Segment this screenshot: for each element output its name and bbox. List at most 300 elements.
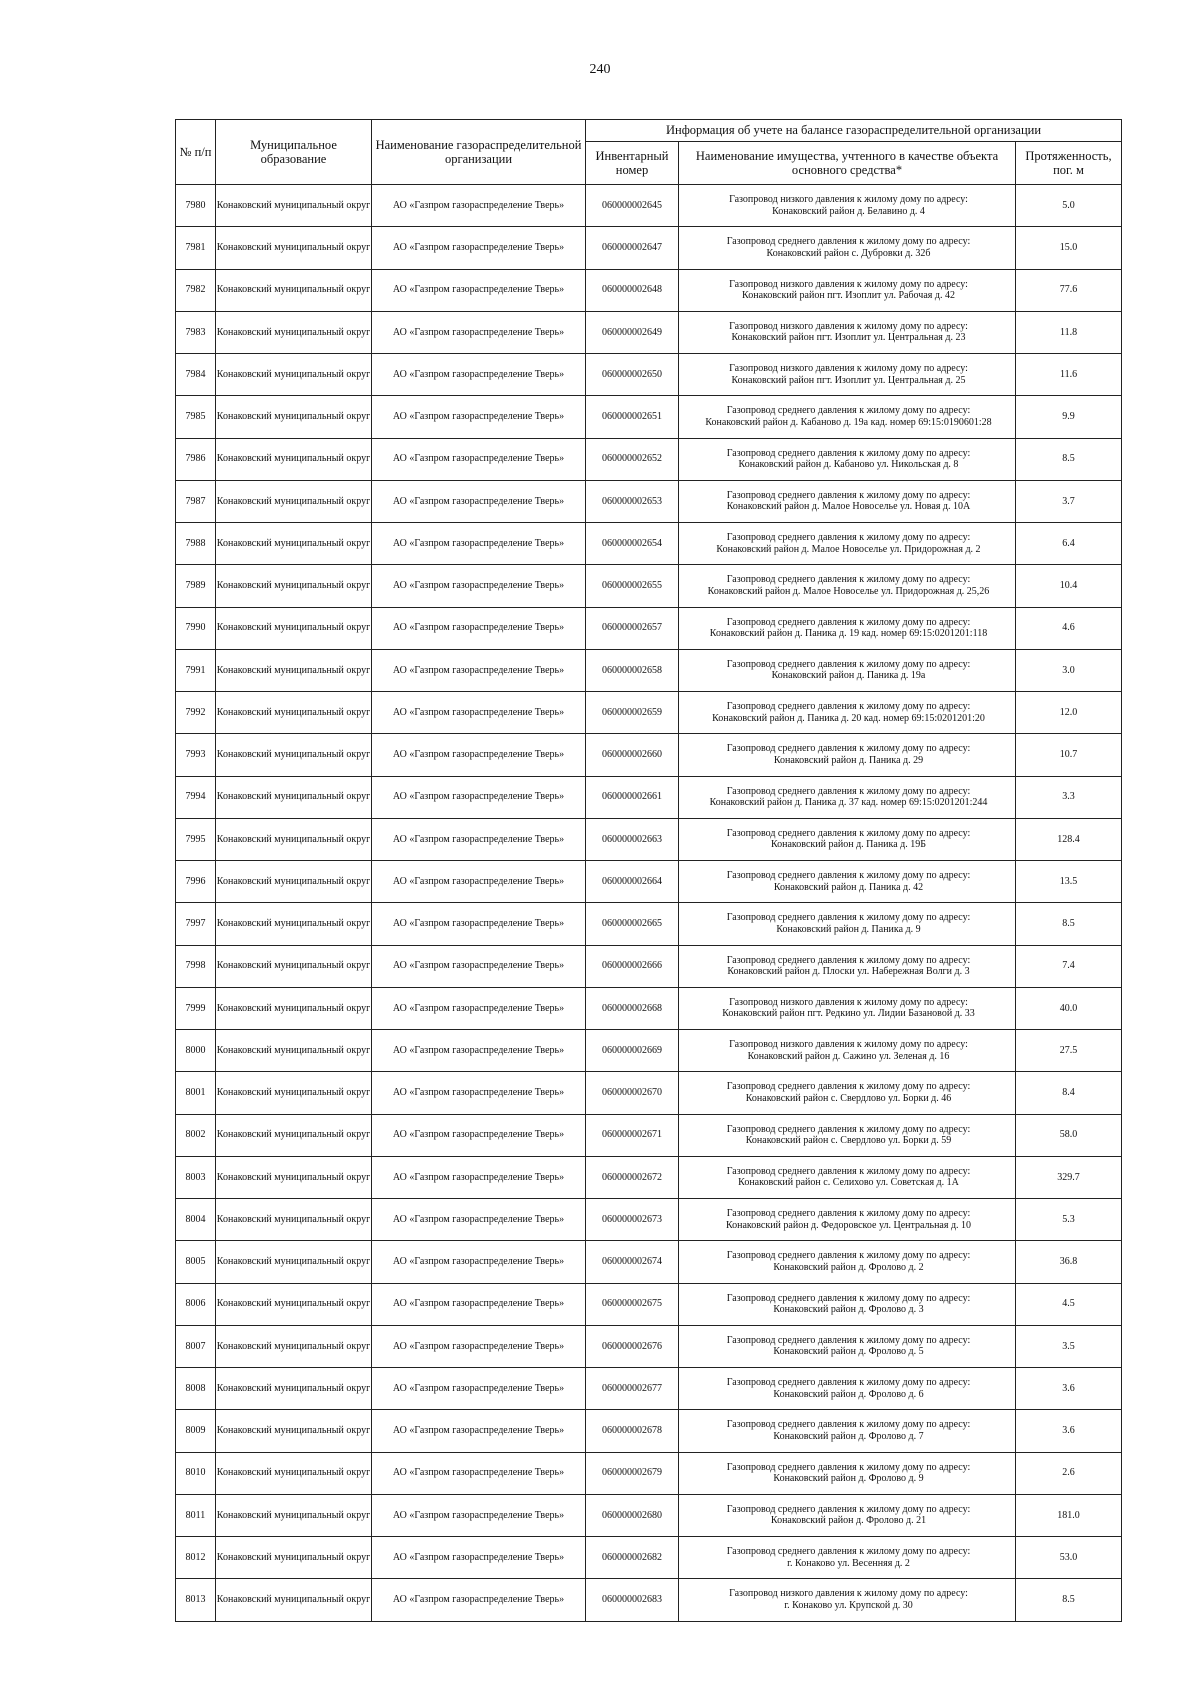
description-line-2: Конаковский район д. Плоски ул. Набережная Волги д. 3 [727, 966, 970, 978]
description-line-2: Конаковский район д. Паника д. 19Б [770, 839, 927, 851]
inventory-number-cell: 060000002655 [586, 565, 679, 607]
inventory-number-cell: 060000002673 [586, 1199, 679, 1241]
description-line-1: Газопровод среднего давления к жилому дому по адресу: [726, 1377, 971, 1389]
description-line-2: Конаковский район д. Фролово д. 21 [770, 1515, 927, 1527]
inventory-number-cell: 060000002647 [586, 227, 679, 269]
description-line-2: Конаковский район д. Федоровское ул. Центральная д. 10 [725, 1219, 972, 1231]
length-cell: 9.9 [1016, 396, 1122, 438]
description-line-1: Газопровод среднего давления к жилому дому по адресу: [726, 827, 971, 839]
length-cell: 10.7 [1016, 734, 1122, 776]
municipality-cell: Конаковский муниципальный округ [216, 185, 372, 227]
length-cell: 8.5 [1016, 903, 1122, 945]
description-line-1: Газопровод среднего давления к жилому дому по адресу: [726, 447, 971, 459]
description-line-1: Газопровод среднего давления к жилому дому по адресу: [726, 574, 971, 586]
row-number: 7993 [176, 734, 216, 776]
table-row [176, 1199, 1122, 1241]
organization-cell: АО «Газпром газораспределение Тверь» [372, 1283, 586, 1325]
description-line-2: Конаковский район пгт. Изоплит ул. Центральная д. 23 [731, 332, 966, 344]
length-cell: 27.5 [1016, 1030, 1122, 1072]
inventory-number-cell: 060000002672 [586, 1156, 679, 1198]
table-row [176, 1579, 1122, 1621]
inventory-number-cell: 060000002652 [586, 438, 679, 480]
description-line-1: Газопровод низкого давления к жилому дому по адресу: [729, 996, 968, 1008]
description-cell [679, 1114, 1016, 1156]
length-cell: 58.0 [1016, 1114, 1122, 1156]
inventory-number-cell: 060000002653 [586, 480, 679, 522]
municipality-cell: Конаковский муниципальный округ [216, 1452, 372, 1494]
description-line-2: г. Конаково ул. Весенняя д. 2 [787, 1557, 910, 1569]
row-number: 7980 [176, 185, 216, 227]
description-cell [679, 1325, 1016, 1367]
row-number: 7995 [176, 818, 216, 860]
description-line-1: Газопровод среднего давления к жилому дому по адресу: [726, 1165, 971, 1177]
municipality-cell: Конаковский муниципальный округ [216, 1114, 372, 1156]
description-line-1: Газопровод низкого давления к жилому дому по адресу: [729, 1588, 968, 1600]
row-number: 7991 [176, 649, 216, 691]
table-row [176, 861, 1122, 903]
description-cell [679, 1283, 1016, 1325]
description-cell [679, 1410, 1016, 1452]
municipality-cell: Конаковский муниципальный округ [216, 818, 372, 860]
length-cell: 181.0 [1016, 1494, 1122, 1536]
municipality-cell: Конаковский муниципальный округ [216, 649, 372, 691]
description-cell [679, 649, 1016, 691]
table-row [176, 734, 1122, 776]
inventory-number-cell: 060000002675 [586, 1283, 679, 1325]
municipality-cell: Конаковский муниципальный округ [216, 354, 372, 396]
organization-cell: АО «Газпром газораспределение Тверь» [372, 1030, 586, 1072]
description-cell [679, 776, 1016, 818]
length-cell: 4.6 [1016, 607, 1122, 649]
description-line-1: Газопровод среднего давления к жилому дому по адресу: [726, 1081, 971, 1093]
description-line-2: Конаковский район д. Сажино ул. Зеленая д. 16 [747, 1050, 950, 1062]
description-line-2: Конаковский район д. Паника д. 42 [773, 881, 924, 893]
length-cell: 11.6 [1016, 354, 1122, 396]
row-number: 8001 [176, 1072, 216, 1114]
length-cell: 6.4 [1016, 523, 1122, 565]
municipality-cell: Конаковский муниципальный округ [216, 692, 372, 734]
municipality-cell: Конаковский муниципальный округ [216, 227, 372, 269]
description-line-2: Конаковский район д. Паника д. 29 [773, 754, 924, 766]
description-cell [679, 1579, 1016, 1621]
row-number: 7983 [176, 311, 216, 353]
municipality-cell: Конаковский муниципальный округ [216, 861, 372, 903]
municipality-cell: Конаковский муниципальный округ [216, 607, 372, 649]
table-row [176, 1537, 1122, 1579]
description-line-2: Конаковский район д. Малое Новоселье ул. Новая д. 10А [726, 501, 971, 513]
length-cell: 15.0 [1016, 227, 1122, 269]
table-row [176, 1241, 1122, 1283]
row-number: 7989 [176, 565, 216, 607]
table-row [176, 903, 1122, 945]
description-cell [679, 1030, 1016, 1072]
description-cell [679, 227, 1016, 269]
row-number: 8008 [176, 1368, 216, 1410]
description-line-2: Конаковский район пгт. Изоплит ул. Рабочая д. 42 [742, 290, 955, 302]
table-row [176, 987, 1122, 1029]
row-number: 8007 [176, 1325, 216, 1367]
description-line-2: Конаковский район д. Фролово д. 2 [773, 1261, 924, 1273]
row-number: 7987 [176, 480, 216, 522]
row-number: 7997 [176, 903, 216, 945]
description-line-2: Конаковский район д. Паника д. 19 кад. номер 69:15:0201201:118 [709, 628, 988, 640]
length-cell: 53.0 [1016, 1537, 1122, 1579]
organization-cell: АО «Газпром газораспределение Тверь» [372, 861, 586, 903]
inventory-number-cell: 060000002677 [586, 1368, 679, 1410]
inventory-number-cell: 060000002649 [586, 311, 679, 353]
municipality-cell: Конаковский муниципальный округ [216, 1199, 372, 1241]
row-number: 7985 [176, 396, 216, 438]
page-number: 240 [589, 62, 611, 77]
organization-cell: АО «Газпром газораспределение Тверь» [372, 1199, 586, 1241]
header-org: Наименование газораспределительной организации [372, 120, 586, 185]
table-row [176, 311, 1122, 353]
organization-cell: АО «Газпром газораспределение Тверь» [372, 480, 586, 522]
description-line-2: Конаковский район д. Кабаново д. 19а кад. номер 69:15:0190601:28 [705, 416, 992, 428]
length-cell: 5.3 [1016, 1199, 1122, 1241]
description-cell [679, 903, 1016, 945]
description-line-1: Газопровод среднего давления к жилому дому по адресу: [726, 1419, 971, 1431]
table-row [176, 1030, 1122, 1072]
organization-cell: АО «Газпром газораспределение Тверь» [372, 607, 586, 649]
description-line-1: Газопровод среднего давления к жилому дому по адресу: [726, 236, 971, 248]
length-cell: 77.6 [1016, 269, 1122, 311]
inventory-number-cell: 060000002665 [586, 903, 679, 945]
row-number: 7994 [176, 776, 216, 818]
table-row [176, 1156, 1122, 1198]
municipality-cell: Конаковский муниципальный округ [216, 1368, 372, 1410]
length-cell: 13.5 [1016, 861, 1122, 903]
description-line-2: Конаковский район с. Свердлово ул. Борки д. 59 [745, 1135, 952, 1147]
description-line-2: Конаковский район д. Паника д. 19а [771, 670, 926, 682]
row-number: 7981 [176, 227, 216, 269]
municipality-cell: Конаковский муниципальный округ [216, 396, 372, 438]
municipality-cell: Конаковский муниципальный округ [216, 987, 372, 1029]
table-row [176, 692, 1122, 734]
length-cell: 4.5 [1016, 1283, 1122, 1325]
length-cell: 3.3 [1016, 776, 1122, 818]
description-line-1: Газопровод среднего давления к жилому дому по адресу: [726, 532, 971, 544]
description-line-1: Газопровод среднего давления к жилому дому по адресу: [726, 870, 971, 882]
description-line-2: Конаковский район с. Свердлово ул. Борки д. 46 [745, 1092, 952, 1104]
table-row [176, 438, 1122, 480]
table-body [176, 185, 1122, 1622]
municipality-cell: Конаковский муниципальный округ [216, 1030, 372, 1072]
row-number: 8013 [176, 1579, 216, 1621]
organization-cell: АО «Газпром газораспределение Тверь» [372, 1072, 586, 1114]
description-line-2: г. Конаково ул. Крупской д. 30 [784, 1599, 913, 1611]
row-number: 8003 [176, 1156, 216, 1198]
organization-cell: АО «Газпром газораспределение Тверь» [372, 903, 586, 945]
municipality-cell: Конаковский муниципальный округ [216, 945, 372, 987]
inventory-number-cell: 060000002650 [586, 354, 679, 396]
table-row [176, 818, 1122, 860]
inventory-number-cell: 060000002678 [586, 1410, 679, 1452]
inventory-number-cell: 060000002671 [586, 1114, 679, 1156]
length-cell: 2.6 [1016, 1452, 1122, 1494]
length-cell: 36.8 [1016, 1241, 1122, 1283]
description-cell [679, 1537, 1016, 1579]
table-row [176, 354, 1122, 396]
table-row [176, 1283, 1122, 1325]
table-row [176, 1494, 1122, 1536]
municipality-cell: Конаковский муниципальный округ [216, 1072, 372, 1114]
table-row [176, 523, 1122, 565]
length-cell: 12.0 [1016, 692, 1122, 734]
table-row [176, 607, 1122, 649]
description-line-2: Конаковский район д. Фролово д. 3 [773, 1304, 924, 1316]
header-length: Протяженность, пог. м [1016, 142, 1122, 185]
inventory-number-cell: 060000002654 [586, 523, 679, 565]
organization-cell: АО «Газпром газораспределение Тверь» [372, 776, 586, 818]
inventory-number-cell: 060000002663 [586, 818, 679, 860]
organization-cell: АО «Газпром газораспределение Тверь» [372, 1368, 586, 1410]
inventory-number-cell: 060000002660 [586, 734, 679, 776]
organization-cell: АО «Газпром газораспределение Тверь» [372, 1452, 586, 1494]
organization-cell: АО «Газпром газораспределение Тверь» [372, 1241, 586, 1283]
description-line-2: Конаковский район д. Паника д. 37 кад. номер 69:15:0201201:244 [709, 797, 988, 809]
description-line-1: Газопровод среднего давления к жилому дому по адресу: [726, 1123, 971, 1135]
municipality-cell: Конаковский муниципальный округ [216, 438, 372, 480]
header-inventory: Инвентарный номер [586, 142, 679, 185]
row-number: 7999 [176, 987, 216, 1029]
length-cell: 8.5 [1016, 438, 1122, 480]
description-cell [679, 1072, 1016, 1114]
organization-cell: АО «Газпром газораспределение Тверь» [372, 1579, 586, 1621]
inventory-number-cell: 060000002674 [586, 1241, 679, 1283]
description-line-2: Конаковский район пгт. Изоплит ул. Центральная д. 25 [731, 374, 966, 386]
row-number: 8012 [176, 1537, 216, 1579]
description-cell [679, 480, 1016, 522]
length-cell: 11.8 [1016, 311, 1122, 353]
table-row [176, 1452, 1122, 1494]
description-cell [679, 438, 1016, 480]
description-line-2: Конаковский район д. Фролово д. 9 [773, 1473, 924, 1485]
table-row [176, 396, 1122, 438]
header-description: Наименование имущества, учтенного в качестве объекта основного средства* [679, 142, 1016, 185]
row-number: 8000 [176, 1030, 216, 1072]
table-row [176, 1368, 1122, 1410]
municipality-cell: Конаковский муниципальный округ [216, 1241, 372, 1283]
organization-cell: АО «Газпром газораспределение Тверь» [372, 987, 586, 1029]
organization-cell: АО «Газпром газораспределение Тверь» [372, 311, 586, 353]
description-line-1: Газопровод низкого давления к жилому дому по адресу: [729, 363, 968, 375]
table-row [176, 1325, 1122, 1367]
inventory-number-cell: 060000002657 [586, 607, 679, 649]
description-line-2: Конаковский район д. Паника д. 9 [776, 923, 921, 935]
description-line-1: Газопровод среднего давления к жилому дому по адресу: [726, 743, 971, 755]
description-line-2: Конаковский район д. Белавино д. 4 [772, 205, 925, 217]
table-row [176, 1072, 1122, 1114]
municipality-cell: Конаковский муниципальный округ [216, 565, 372, 607]
description-line-1: Газопровод среднего давления к жилому дому по адресу: [726, 785, 971, 797]
organization-cell: АО «Газпром газораспределение Тверь» [372, 692, 586, 734]
description-cell [679, 565, 1016, 607]
description-cell [679, 1156, 1016, 1198]
description-cell [679, 987, 1016, 1029]
description-cell [679, 861, 1016, 903]
row-number: 8011 [176, 1494, 216, 1536]
municipality-cell: Конаковский муниципальный округ [216, 1494, 372, 1536]
length-cell: 3.6 [1016, 1410, 1122, 1452]
row-number: 8004 [176, 1199, 216, 1241]
description-line-1: Газопровод среднего давления к жилому дому по адресу: [726, 954, 971, 966]
description-cell [679, 607, 1016, 649]
organization-cell: АО «Газпром газораспределение Тверь» [372, 269, 586, 311]
inventory-number-cell: 060000002670 [586, 1072, 679, 1114]
inventory-number-cell: 060000002668 [586, 987, 679, 1029]
organization-cell: АО «Газпром газораспределение Тверь» [372, 1114, 586, 1156]
inventory-number-cell: 060000002661 [586, 776, 679, 818]
description-cell [679, 1368, 1016, 1410]
description-line-1: Газопровод среднего давления к жилому дому по адресу: [726, 1503, 971, 1515]
description-line-1: Газопровод среднего давления к жилому дому по адресу: [726, 1546, 971, 1558]
inventory-number-cell: 060000002666 [586, 945, 679, 987]
header-balance-group: Информация об учете на балансе газораспределительной организации [586, 120, 1122, 142]
description-line-2: Конаковский район д. Фролово д. 7 [773, 1430, 924, 1442]
row-number: 7996 [176, 861, 216, 903]
inventory-number-cell: 060000002659 [586, 692, 679, 734]
row-number: 7982 [176, 269, 216, 311]
organization-cell: АО «Газпром газораспределение Тверь» [372, 1494, 586, 1536]
row-number: 8006 [176, 1283, 216, 1325]
description-cell [679, 269, 1016, 311]
municipality-cell: Конаковский муниципальный округ [216, 480, 372, 522]
inventory-number-cell: 060000002676 [586, 1325, 679, 1367]
organization-cell: АО «Газпром газораспределение Тверь» [372, 1325, 586, 1367]
length-cell: 5.0 [1016, 185, 1122, 227]
description-cell [679, 692, 1016, 734]
table-row [176, 649, 1122, 691]
description-line-2: Конаковский район д. Паника д. 20 кад. номер 69:15:0201201:20 [712, 712, 985, 724]
organization-cell: АО «Газпром газораспределение Тверь» [372, 227, 586, 269]
description-line-1: Газопровод среднего давления к жилому дому по адресу: [726, 1292, 971, 1304]
table-row [176, 185, 1122, 227]
table-row [176, 776, 1122, 818]
description-line-1: Газопровод среднего давления к жилому дому по адресу: [726, 405, 971, 417]
organization-cell: АО «Газпром газораспределение Тверь» [372, 185, 586, 227]
organization-cell: АО «Газпром газораспределение Тверь» [372, 818, 586, 860]
row-number: 7990 [176, 607, 216, 649]
gas-pipeline-registry-table [175, 119, 1122, 1622]
table-row [176, 1114, 1122, 1156]
description-line-1: Газопровод среднего давления к жилому дому по адресу: [726, 658, 971, 670]
length-cell: 8.5 [1016, 1579, 1122, 1621]
description-line-2: Конаковский район д. Фролово д. 5 [773, 1346, 924, 1358]
organization-cell: АО «Газпром газораспределение Тверь» [372, 945, 586, 987]
description-line-1: Газопровод низкого давления к жилому дому по адресу: [729, 1039, 968, 1051]
description-line-2: Конаковский район пгт. Редкино ул. Лидии Базановой д. 33 [722, 1008, 975, 1020]
municipality-cell: Конаковский муниципальный округ [216, 1410, 372, 1452]
municipality-cell: Конаковский муниципальный округ [216, 903, 372, 945]
description-line-1: Газопровод среднего давления к жилому дому по адресу: [726, 489, 971, 501]
row-number: 8010 [176, 1452, 216, 1494]
table-row [176, 565, 1122, 607]
municipality-cell: Конаковский муниципальный округ [216, 776, 372, 818]
description-cell [679, 1494, 1016, 1536]
organization-cell: АО «Газпром газораспределение Тверь» [372, 1410, 586, 1452]
row-number: 7992 [176, 692, 216, 734]
organization-cell: АО «Газпром газораспределение Тверь» [372, 438, 586, 480]
description-line-1: Газопровод среднего давления к жилому дому по адресу: [726, 616, 971, 628]
description-line-1: Газопровод среднего давления к жилому дому по адресу: [726, 1208, 971, 1220]
row-number: 8002 [176, 1114, 216, 1156]
municipality-cell: Конаковский муниципальный округ [216, 269, 372, 311]
description-cell [679, 1452, 1016, 1494]
description-cell [679, 311, 1016, 353]
description-line-2: Конаковский район с. Дубровки д. 32б [766, 247, 931, 259]
row-number: 8005 [176, 1241, 216, 1283]
organization-cell: АО «Газпром газораспределение Тверь» [372, 523, 586, 565]
description-line-1: Газопровод низкого давления к жилому дому по адресу: [729, 320, 968, 332]
header-num: № п/п [176, 120, 216, 185]
length-cell: 8.4 [1016, 1072, 1122, 1114]
row-number: 7986 [176, 438, 216, 480]
organization-cell: АО «Газпром газораспределение Тверь» [372, 396, 586, 438]
description-line-2: Конаковский район д. Кабаново ул. Никольская д. 8 [738, 459, 959, 471]
length-cell: 128.4 [1016, 818, 1122, 860]
municipality-cell: Конаковский муниципальный округ [216, 1325, 372, 1367]
organization-cell: АО «Газпром газораспределение Тверь» [372, 354, 586, 396]
description-cell [679, 185, 1016, 227]
description-line-2: Конаковский район д. Малое Новоселье ул. Придорожная д. 2 [716, 543, 981, 555]
organization-cell: АО «Газпром газораспределение Тверь» [372, 565, 586, 607]
inventory-number-cell: 060000002679 [586, 1452, 679, 1494]
description-cell [679, 523, 1016, 565]
row-number: 7988 [176, 523, 216, 565]
description-line-1: Газопровод низкого давления к жилому дому по адресу: [729, 194, 968, 206]
municipality-cell: Конаковский муниципальный округ [216, 1156, 372, 1198]
municipality-cell: Конаковский муниципальный округ [216, 1283, 372, 1325]
description-line-1: Газопровод среднего давления к жилому дому по адресу: [726, 1461, 971, 1473]
inventory-number-cell: 060000002682 [586, 1537, 679, 1579]
description-cell [679, 396, 1016, 438]
municipality-cell: Конаковский муниципальный округ [216, 1537, 372, 1579]
table-row [176, 269, 1122, 311]
description-cell [679, 1199, 1016, 1241]
length-cell: 40.0 [1016, 987, 1122, 1029]
length-cell: 3.6 [1016, 1368, 1122, 1410]
inventory-number-cell: 060000002664 [586, 861, 679, 903]
organization-cell: АО «Газпром газораспределение Тверь» [372, 1537, 586, 1579]
description-cell [679, 945, 1016, 987]
description-line-1: Газопровод среднего давления к жилому дому по адресу: [726, 701, 971, 713]
length-cell: 329.7 [1016, 1156, 1122, 1198]
municipality-cell: Конаковский муниципальный округ [216, 734, 372, 776]
description-line-2: Конаковский район д. Фролово д. 6 [773, 1388, 924, 1400]
municipality-cell: Конаковский муниципальный округ [216, 523, 372, 565]
description-cell [679, 734, 1016, 776]
organization-cell: АО «Газпром газораспределение Тверь» [372, 734, 586, 776]
length-cell: 10.4 [1016, 565, 1122, 607]
header-municipality: Муниципальное образование [216, 120, 372, 185]
length-cell: 3.7 [1016, 480, 1122, 522]
description-line-1: Газопровод низкого давления к жилому дому по адресу: [729, 278, 968, 290]
municipality-cell: Конаковский муниципальный округ [216, 1579, 372, 1621]
length-cell: 7.4 [1016, 945, 1122, 987]
description-line-2: Конаковский район д. Малое Новоселье ул. Придорожная д. 25,26 [707, 585, 990, 597]
inventory-number-cell: 060000002658 [586, 649, 679, 691]
length-cell: 3.5 [1016, 1325, 1122, 1367]
row-number: 7998 [176, 945, 216, 987]
table-row [176, 227, 1122, 269]
organization-cell: АО «Газпром газораспределение Тверь» [372, 649, 586, 691]
description-cell [679, 818, 1016, 860]
organization-cell: АО «Газпром газораспределение Тверь» [372, 1156, 586, 1198]
inventory-number-cell: 060000002645 [586, 185, 679, 227]
inventory-number-cell: 060000002683 [586, 1579, 679, 1621]
inventory-number-cell: 060000002648 [586, 269, 679, 311]
